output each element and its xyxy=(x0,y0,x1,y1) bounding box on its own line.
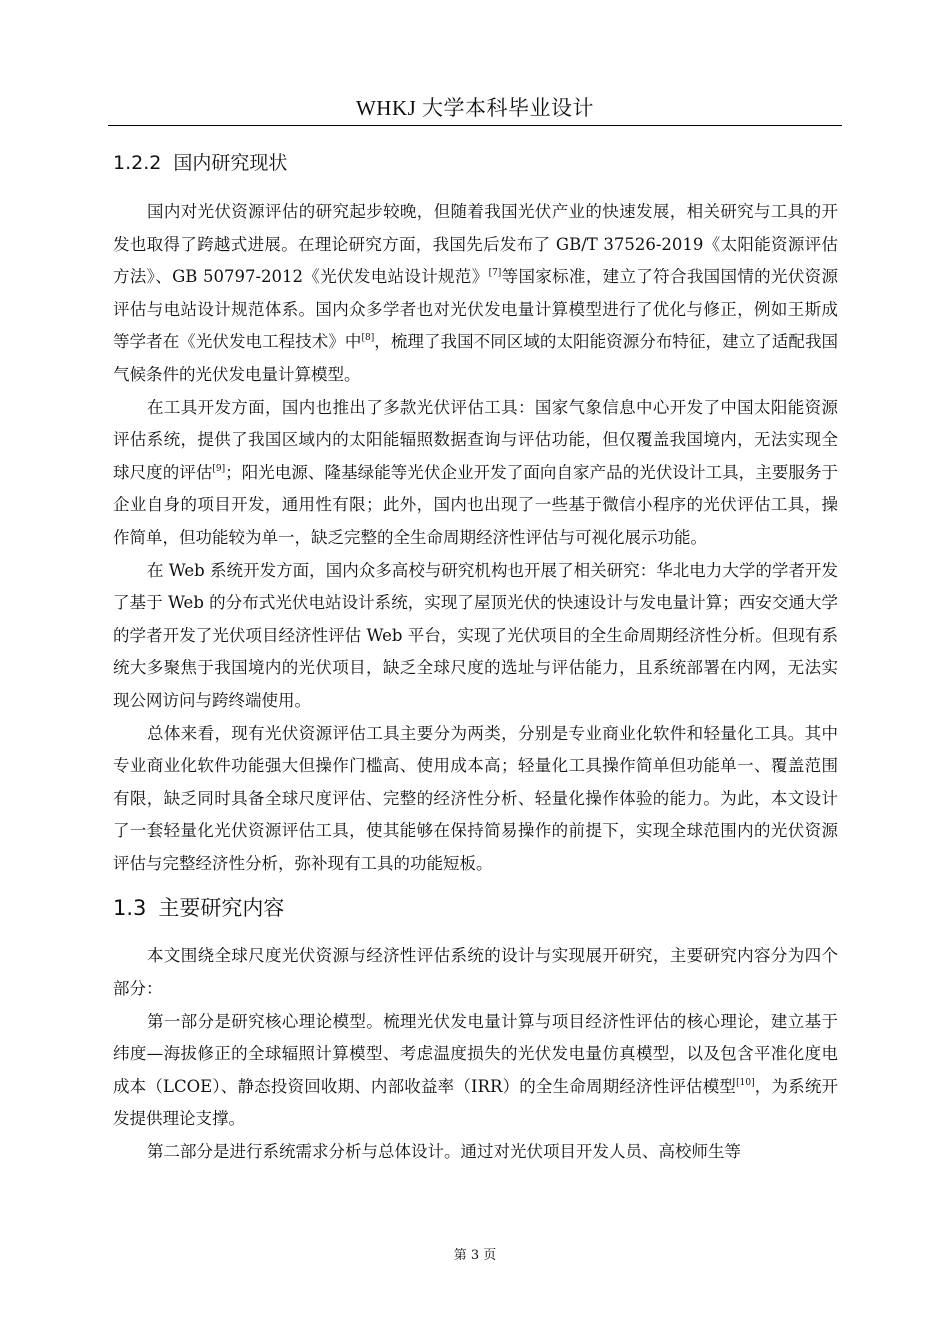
section-number: 1.3 xyxy=(113,896,147,921)
paragraph-part-one xyxy=(113,1006,838,1136)
paragraph-part-two: 第二部分是进行系统需求分析与总体设计。通过对光伏项目开发人员、高校师生等 xyxy=(147,1142,741,1162)
paragraph-domestic-tools xyxy=(113,392,838,555)
document-body xyxy=(113,136,838,1169)
section-title: 国内研究现状 xyxy=(173,152,288,174)
paragraph-domestic-theory xyxy=(113,196,838,392)
page-number: 第 3 页 xyxy=(453,1248,497,1263)
text-run: 第一部分是研究核心理论模型。梳理光伏发电量计算与项目经济性评估的核心理论，建立基于纬度—海拔修正的全球辐照计算模型、考虑温度损失的光伏发电量仿真模型，以及包含平准化度电成本（LCOE）、静态投资回收期、内部收益率（IRR）的全生命周期经济性评估模型 xyxy=(113,1011,838,1096)
page-footer xyxy=(0,1244,950,1263)
text-run: ，梳理了我国不同区域的太阳能资源分布特征，建立了适配我国气候条件的光伏发电量计算模型。 xyxy=(113,332,839,384)
paragraph-web-systems: 在 Web 系统开发方面，国内众多高校与研究机构也开展了相关研究：华北电力大学的学者开发了基于 Web 的分布式光伏电站设计系统，实现了屋顶光伏的快速设计与发电量计算；西安交通大学的学者开发了光伏项目经济性评估 Web 平台，实现了光伏项目的全生命周期经济性分析。但现有系统大多聚焦于我国境内的光伏项目，缺乏全球尺度的选址与评估能力，且系统部署在内网，无法实现公网访问与跨终端使用。 xyxy=(113,560,838,710)
citation-ref: [10] xyxy=(736,1077,755,1088)
section-title: 主要研究内容 xyxy=(158,896,285,921)
page-header xyxy=(108,92,842,126)
citation-ref: [9] xyxy=(212,463,226,474)
paragraph-research-intro: 本文围绕全球尺度光伏资源与经济性评估系统的设计与实现展开研究，主要研究内容分为四个部分： xyxy=(113,946,838,999)
section-heading-1-2-2 xyxy=(113,148,838,178)
section-number: 1.2.2 xyxy=(113,152,162,174)
citation-ref: [8] xyxy=(361,333,375,344)
text-run: ；阳光电源、隆基绿能等光伏企业开发了面向自家产品的光伏设计工具，主要服务于企业自身的项目开发，通用性有限；此外，国内也出现了一些基于微信小程序的光伏评估工具，操作简单，但功能较为单一，缺乏完整的全生命周期经济性评估与可视化展示功能。 xyxy=(113,462,839,547)
text-run: 国内对光伏资源评估的研究起步较晚，但随着我国光伏产业的快速发展，相关研究与工具的开发也取得了跨越式进展。在理论研究方面，我国先后发布了 GB/T 37526-2019《太阳能资源评估方法》、GB 50797-2012《光伏发电站设计规范》 xyxy=(113,202,838,287)
header-title: WHKJ 大学本科毕业设计 xyxy=(355,96,595,120)
text-run: 在工具开发方面，国内也推出了多款光伏评估工具：国家气象信息中心开发了中国太阳能资源评估系统，提供了我国区域内的太阳能辐照数据查询与评估功能，但仅覆盖我国境内，无法实现全球尺度的评估 xyxy=(113,397,838,482)
text-run: ，为系统开发提供理论支撑。 xyxy=(113,1076,838,1129)
paragraph-summary: 总体来看，现有光伏资源评估工具主要分为两类，分别是专业商业化软件和轻量化工具。其中专业商业化软件功能强大但操作门槛高、使用成本高；轻量化工具操作简单但功能单一、覆盖范围有限，缺乏同时具备全球尺度评估、完整的经济性分析、轻量化操作体验的能力。为此，本文设计了一套轻量化光伏资源评估工具，使其能够在保持简易操作的前提下，实现全球范围内的光伏资源评估与完整经济性分析，弥补现有工具的功能短板。 xyxy=(113,723,838,873)
section-heading-1-3 xyxy=(113,892,838,924)
text-run: 等国家标准，建立了符合我国国情的光伏资源评估与电站设计规范体系。国内众多学者也对光伏发电量计算模型进行了优化与修正，例如王斯成等学者在《光伏发电工程技术》中 xyxy=(113,267,839,352)
citation-ref: [7] xyxy=(488,268,502,279)
